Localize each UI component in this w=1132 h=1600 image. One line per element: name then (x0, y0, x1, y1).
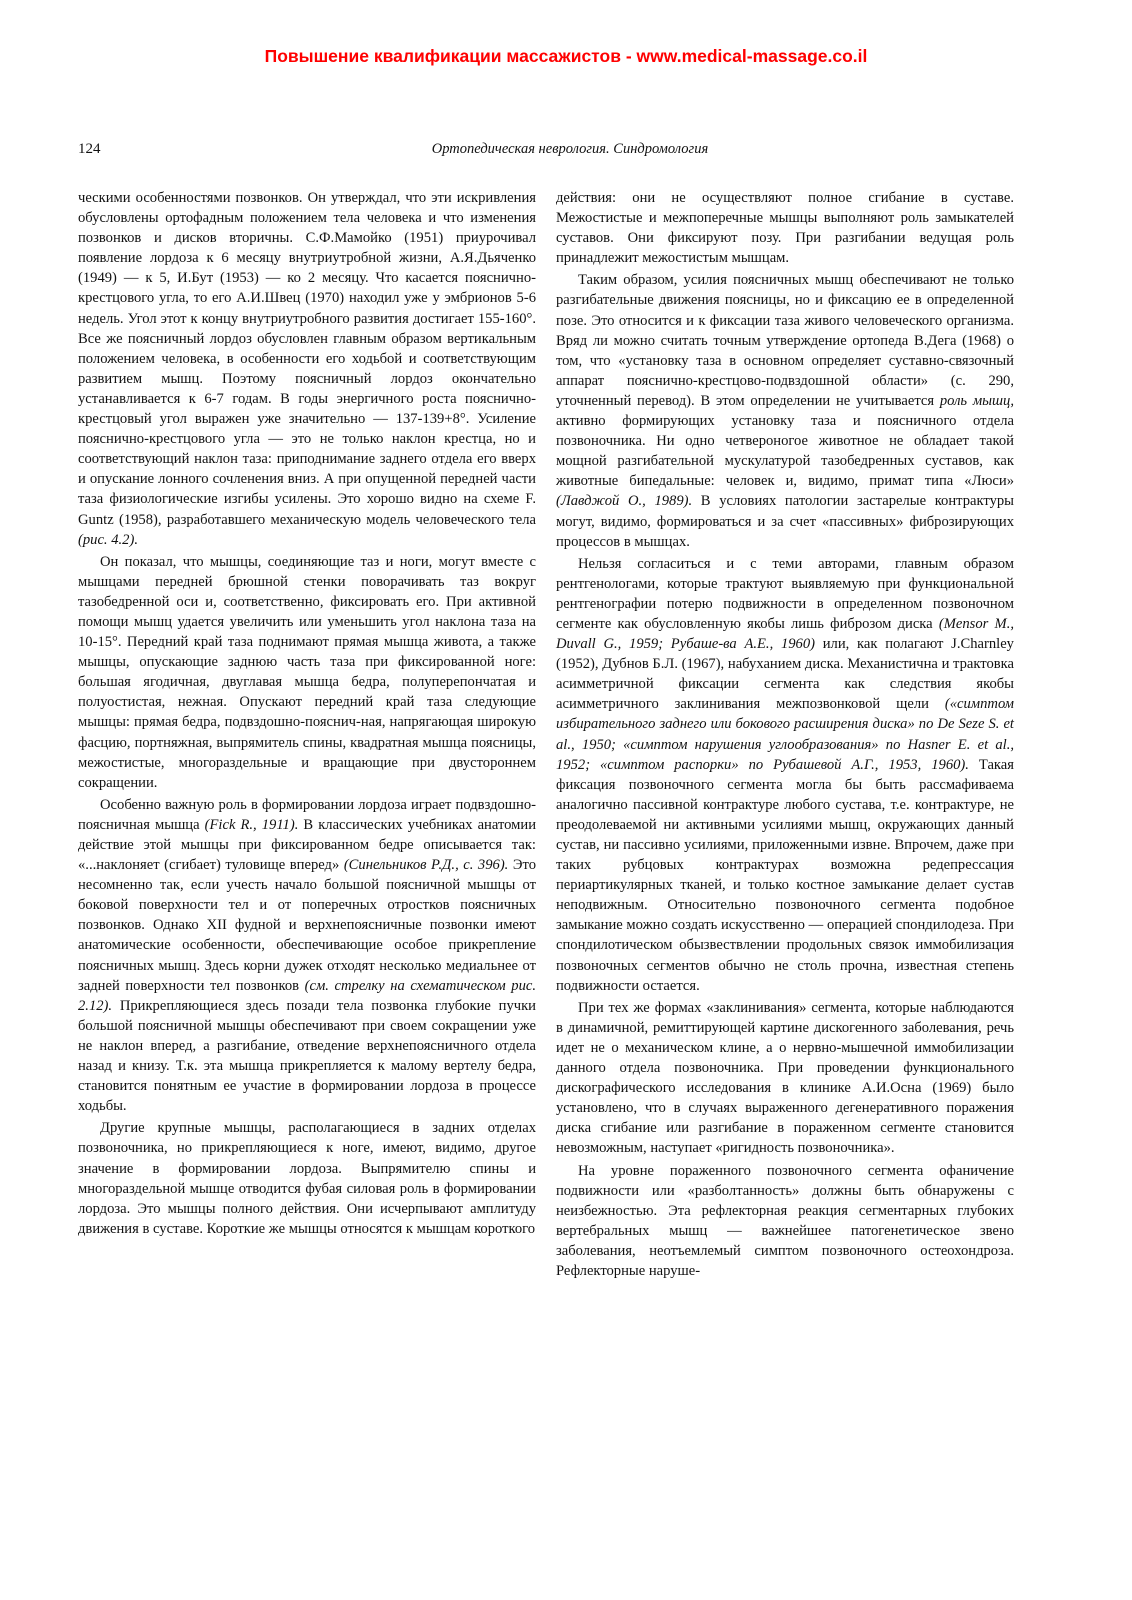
text-run: Другие крупные мышцы, располагающиеся в задних отделах позвоночника, но прикрепляющиеся к ноге, имеют, видимо, другое значение в формировании лордоза. Выпрямителю спины и многораздельной мышце отводится фубая силовая роль в формировании лордоза. Это мышцы полного действия. Они исчерпывают амплитуду движения в суставе. Короткие же мышцы относятся к мышцам короткого (78, 1120, 536, 1237)
running-title: Ортопедическая неврология. Синдромология (431, 141, 709, 157)
paragraph (78, 1118, 536, 1239)
page-number: 124 (78, 141, 101, 157)
citation: («симптом избирательного заднего или бокового расширения диска» по De Seze S. et al., 1950; «симптом нарушения углообразования» по Hasner E. et al., 1952; «симптом распорки» по Рубашевой А.Г., 1953, 1960). (556, 696, 1014, 773)
citation: (Fick R., 1911). (204, 816, 299, 833)
text-run: На уровне пораженного позвоночного сегмента офаничение подвижности или «разболтанность» должны быть обнаружены с неизбежностью. Эта рефлекторная реакция сегментарных глубоких вертебральных мышц — важнейшее патогенетическое звено заболевания, неотъемлемый симптом позвоночного остеохондроза. Рефлекторные наруше- (556, 1162, 1014, 1279)
text-run: ческими особенностями позвонков. Он утверждал, что эти искривления обусловлены ортофадным положением тела человека и что изменения позвонков и дисков вторичны. С.Ф.Мамойко (1951) приурочивал появление лордоза к 6 месяцу внутриутробной жизни, А.Я.Дьяченко (1949) — к 5, И.Бут (1953) — ко 2 месяцу. Что касается пояснично-крестцового угла, то его А.И.Швец (1970) находил уже у эмбрионов 5-6 недель. Угол этот к концу внутриутробного развития достигает 155-160°. Все же поясничный лордоз обусловлен главным образом вертикальным положением человека, в особенности его ходьбой и соответствующим развитием мышц. Поэтому поясничный лордоз окончательно устанавливается к 6-7 годам. В годы энергичного роста пояснично-крестцовый угол выражен уже значительно — 137-139+8°. Усиление пояснично-крестцового угла — это не только наклон крестца, но и соответствующий наклон таза: приподнимание заднего отдела его вверх и опускание лонного сочленения вниз. А при опущенной передней части таза физиологические изгибы усилены. Это хорошо видно на схеме F. Guntz (1958), разработавшего механическую модель человеческого тела (78, 190, 536, 528)
text-run: В классических учебниках анатомии действие этой мышцы при фиксированном бедре описывается так: «...наклоняет (сгибает) туловище вперед» (78, 816, 537, 874)
citation: (Лавджой О., 1989). (556, 493, 693, 510)
right-column (556, 188, 1014, 1283)
paragraph (556, 554, 1014, 996)
figure-reference: (см. стрелку на схематическом рис. 2.12). (78, 977, 536, 1014)
text-run: Особенно важную роль в формировании лордоза играет подвздошно-поясничная мышца (78, 796, 536, 833)
text-run: Прикрепляющиеся здесь позади тела позвонка глубокие пучки большой поясничной мышцы обеспечивают при своем сокращении уже не наклон вперед, а разгибание, отведение верхнепоясничного отдела назад и книзу. Т.к. эта мышца прикрепляется к малому вертелу бедра, становится понятным ее участие в формировании лордоза в процессе ходьбы. (78, 997, 536, 1115)
paragraph (556, 270, 1014, 551)
paragraph (78, 552, 536, 793)
text-run: Он показал, что мышцы, соединяющие таз и ноги, могут вместе с мышцами передней брюшной стенки поворачивать таз вокруг тазобедренной оси и, соответственно, фиксировать его. При активной помощи мышц удается увеличить или уменьшить угол наклона таза на 10-15°. Передний край таза поднимают прямая мышца живота, а также мышцы, опускающие заднюю часть таза при фиксированной ноге: большая ягодичная, двуглавая мышца бедра, полуперепончатая и полуостистая, нежная. Опускают передний край таза следующие мышцы: прямая бедра, подвздошно-пояснич-ная, напрягающая широкую фасцию, портняжная, выпрямитель спины, квадратная мышца поясницы, межостистые, многораздельные и вращающие при двустороннем сокращении. (78, 553, 536, 791)
figure-reference: (рис. 4.2). (78, 531, 138, 548)
text-run: Это несомненно так, если учесть начало большой поясничной мышцы от боковой поверхности тел и от поперечных отростков поясничных позвонков. Однако XII фудной и верхнепоясничные позвонки имеют анатомические особенности, обеспечивающие особое прикрепление поясничных мышц. Здесь корни дужек отходят несколько медиальнее от задней поверхности тел позвонков (78, 857, 537, 994)
site-banner: Повышение квалификации массажистов - www.medical-massage.co.il (264, 46, 868, 66)
citation: (Mensor M., Duvall G., 1959; Рубаше-ва А.Е., 1960) (556, 615, 1014, 653)
text-run: действия: они не осуществляют полное сгибание в суставе. Межостистые и межпоперечные мышцы выполняют роль замыкателей суставов. Они фиксируют позу. При разгибании ведущая роль принадлежит межостистым мышцам. (556, 190, 1014, 267)
text-run: Нельзя согласиться и с теми авторами, главным образом рентгенологами, которые трактуют выявляемую при функциональной рентгенографии потерю подвижности в определенном позвоночном сегменте как обусловленную якобы лишь фиброзом диска (556, 555, 1014, 632)
text-run: При тех же формах «заклинивания» сегмента, которые наблюдаются в динамичной, ремиттирующей картине дискогенного заболевания, речь идет не о механическом клине, а о нервно-мышечной иммобилизации данного отдела позвоночника. При проведении функционального дискографического исследования в клинике А.И.Осна (1969) было установлено, что в случаях выраженного дегенеративного поражения диска сгибание или разгибание в пораженном сегменте становится невозможным, наступает «ригидность позвоночника». (556, 999, 1014, 1157)
paragraph (78, 188, 536, 550)
citation: (Синельников Р.Д., с. 396). (343, 857, 509, 874)
paragraph (78, 795, 536, 1117)
paragraph (556, 188, 1014, 268)
text-run: В условиях патологии застарелые контрактуры могут, видимо, формироваться и за счет «пассивных» фиброзирующих процессов в мышцах. (556, 493, 1014, 550)
text-run: Такая фиксация позвоночного сегмента могла бы быть рассмафиваема аналогично пассивной контрактуре любого сустава, т.е. контрактуре, не преодолеваемой ни активными усилиями мышц, окружающих данный сустав, ни пассивно усилиями, приложенными извне. Впрочем, даже при таких рубцовых контрактурах возможна редепрессация периартикулярных тканей, и только костное замыкание делает сустав неподвижным. Относительно позвоночного сегмента подобное замыкание можно создать искусственно — операцией спондилодеза. При спондилотическом обызвествлении продольных связок иммобилизация позвоночных сегментов обычно не столь прочна, известная степень подвижности остается. (556, 756, 1014, 994)
emphasis: роль мышц, (939, 392, 1015, 409)
paragraph (556, 998, 1014, 1159)
text-run: или, как полагают J.Charnley (1952), Дубнов Б.Л. (1967), набуханием диска. Механистична и трактовка асимметричной фиксации сегмента как следствия якобы асимметричного заклинивания межпозвонковой щели (556, 636, 1014, 713)
left-column (78, 188, 536, 1241)
text-run: Таким образом, усилия поясничных мышц обеспечивают не только разгибательные движения поясницы, но и фиксацию ее в определенной позе. Это относится и к фиксации таза живого человеческого организма. Вряд ли можно считать точным утверждение ортопеда В.Дега (1968) о том, что «установку таза в основном определяет суставно-связочный аппарат пояснично-крестцово-подвздошной области» (с. 290, уточненный перевод). В этом определении не учитывается (556, 272, 1014, 409)
text-run: активно формирующих установку таза и поясничного отдела позвоночника. Ни одно четвероногое животное не обладает такой мощной разгибательной мускулатурой тазобедренных суставов, как животные бипедальные: человек и, видимо, примат типа «Люси» (556, 413, 1014, 490)
paragraph (556, 1161, 1014, 1282)
